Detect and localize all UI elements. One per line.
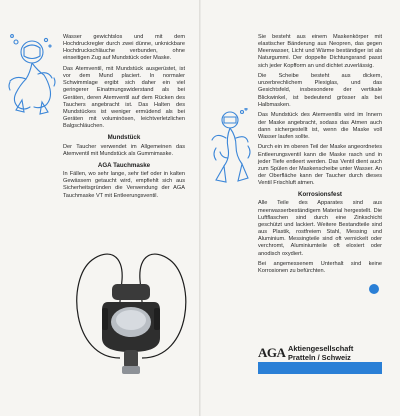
- blue-accent-bar: [258, 362, 382, 374]
- right-paragraph-3: Das Mundstück des Atemventils wird im Innern der Maske angebracht, sodass das Atmen auch dann sichergestellt ist, wenn die Maske voll Wasser laufen sollte.: [258, 112, 382, 140]
- company-line-2: Pratteln / Schweiz: [288, 353, 351, 362]
- full-face-mask-with-hoses: [62, 240, 198, 400]
- left-paragraph-1: Wasser gewichtslos und mit dem Hochdruckregler durch zwei dünne, unknickbare Hochdruckschläuche verbunden, ohne einseitigen Zug auf Mundstück oder Maske.: [63, 34, 185, 62]
- right-text-column: [258, 34, 382, 279]
- company-name: [288, 344, 353, 362]
- korrosion-paragraph: Alle Teile des Apparates sind aus meerwasserbeständigem Material hergestellt. Die Luftflaschen sind durch eine Zinkschicht geschützt und lackiert. Weitere Bestandteile sind aus Plastik, rostfreiem Stahl, Messing und Aluminium. Messingteile sind oft vernickelt oder verchromt, Aluminiumteile oft eloxiert oder anodisch oxydiert.: [258, 200, 382, 257]
- company-line-1: Aktiengesellschaft: [288, 344, 354, 353]
- closing-paragraph: Bei angemessenem Unterhalt sind keine Korrosionen zu befürchten.: [258, 261, 382, 275]
- blue-dot-marker: [369, 284, 379, 294]
- diver-cartoon-icon: [6, 34, 58, 120]
- heading-tauchmaske: AGA Tauchmaske: [97, 161, 151, 169]
- right-paragraph-2: Die Scheibe besteht aus dickem, unzerbrechlichem Plexiglas, und das Gesichtsfeld, insbesondere der vertikale Blickwinkel, ist bedeutend grösser als bei Halbmasken.: [258, 73, 382, 108]
- company-footer: [258, 344, 382, 364]
- right-paragraph-4: Durch ein im oberen Teil der Maske angeordnetes Entleerungsventil kann die Maske rasch und in jeder Tiefe entleert werden. Das Ventil dient auch zum Spülen der Maskenscheibe unter Wasser. An der Oberfläche kann der Taucher durch dieses Ventil Frischluft atmen.: [258, 144, 382, 187]
- left-paragraph-2: Das Atemventil, mit Mundstück ausgerüstet, ist vor dem Mund placiert. In normaler Schwimmlage ergibt sich daher ein viel geringerer Einatmungswiderstand als bei Geräten, deren Atemventil auf dem Rücken des Tauchers angebracht ist. Das Halten des Mundstückes ist weniger ermüdend als bei Geräten mit voluminösen, leichtverletzlichen Balgschläuchen.: [63, 66, 185, 130]
- page-fold: [199, 0, 201, 416]
- tauchmaske-paragraph: In Fällen, wo sehr lange, sehr tief oder in kalten Gewässern getaucht wird, empfiehlt sich aus Sicherheitsgründen die Verwendung der AGA Tauchmaske VT mit Entleerungsventil.: [63, 171, 185, 199]
- heading-korrosionsfest: Korrosionsfest: [297, 191, 342, 199]
- aga-logo: AGA: [258, 345, 286, 360]
- swimming-diver-cartoon-icon: [206, 108, 254, 190]
- right-paragraph-1: Sie besteht aus einem Maskenkörper mit elastischer Bänderung aus Neopren, das gegen Meerwasser, Licht und Wärme beständiger ist als Naturgummi. Der doppelte Dichtungsrand passt sich jeder Kopfform an und dichtet zuverlässig.: [258, 34, 382, 69]
- left-text-column: [63, 34, 185, 203]
- heading-mundstueck: Mundstück: [107, 134, 141, 142]
- mundstueck-paragraph: Der Taucher verwendet im Allgemeinen das Atemventil mit Mundstück als Gummimaske.: [63, 143, 185, 157]
